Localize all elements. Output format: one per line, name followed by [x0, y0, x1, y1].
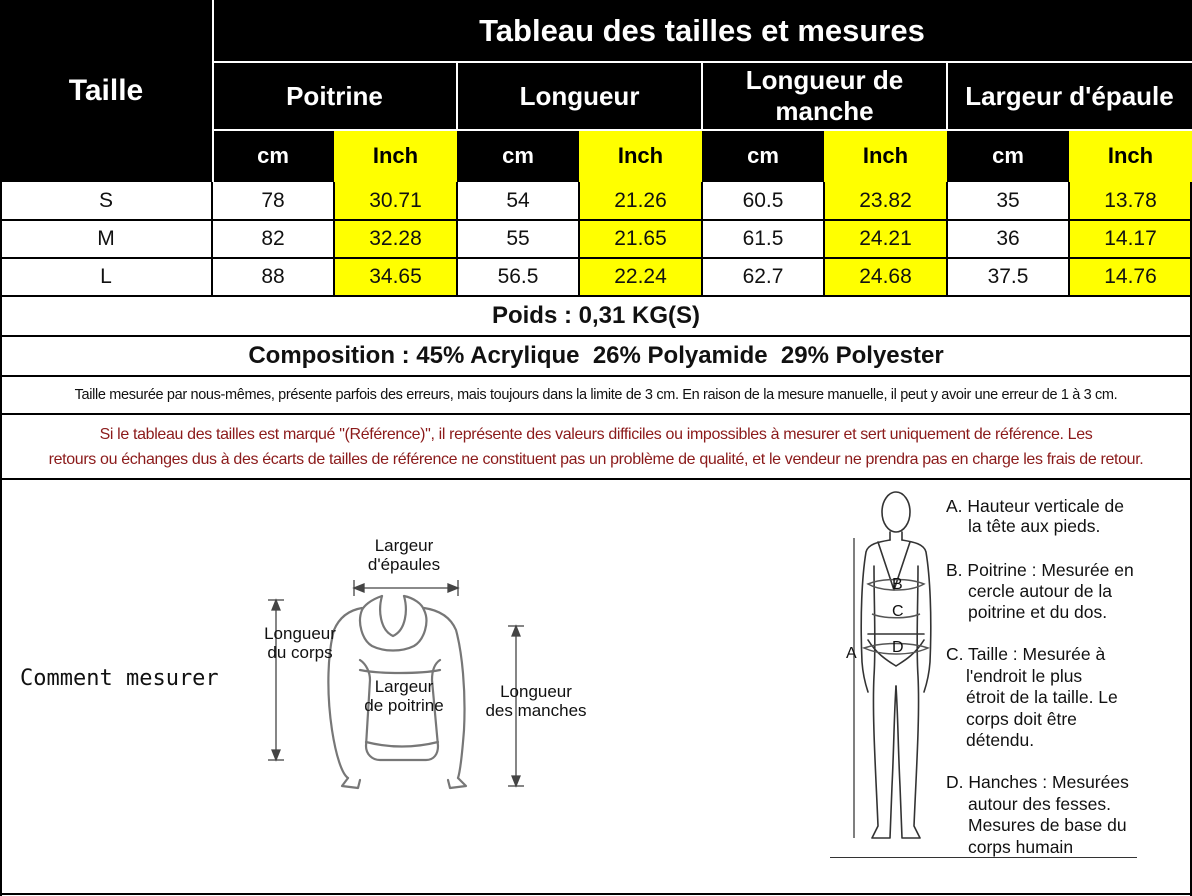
unit-cm-sleeve: cm [747, 143, 779, 168]
figure-letter-c: C [892, 603, 904, 620]
figure-letter-d: D [892, 639, 904, 656]
label-sleeve-length [474, 682, 598, 720]
grid-line [0, 182, 2, 296]
unit-cm-chest: cm [257, 143, 289, 168]
grid-line [946, 182, 948, 296]
legend-c-line3: étroit de la taille. Le [966, 687, 1118, 707]
table-cell: 21.26 [614, 189, 667, 212]
measure-legend-a [946, 496, 1124, 536]
table-cell-size: S [98, 189, 113, 212]
legend-d-line3: Mesures de base du [968, 815, 1127, 835]
legend-d-line2: autour des fesses. [968, 793, 1111, 814]
table-cell-size: M [97, 227, 115, 250]
table-cell: 88 [261, 265, 285, 288]
figure-letter-a: A [846, 645, 857, 662]
size-header: Taille [0, 0, 212, 182]
legend-b-line2: cercle autour de la [968, 581, 1112, 601]
header-divider [946, 62, 948, 130]
unit-inch-chest: Inch [334, 130, 457, 182]
column-shoulder: Largeur d'épaule [947, 62, 1192, 130]
label-chest-width [350, 677, 458, 715]
grid-line [0, 257, 1192, 259]
table-cell: 23.82 [859, 189, 912, 212]
legend-c-line4: corps doit être [966, 708, 1077, 729]
table-cell: 56.5 [497, 265, 539, 288]
label-body-line1: Longueur [264, 624, 336, 643]
grid-line [211, 182, 213, 296]
label-chest-line2: de poitrine [364, 696, 444, 715]
table-cell: 34.65 [369, 265, 422, 288]
table-cell: 22.24 [614, 265, 667, 288]
table-cell: 35 [996, 189, 1020, 212]
grid-line [333, 182, 335, 296]
reference-warning-line2: retours ou échanges dus à des écarts de tailles de référence ne constituent pas un problème de qualité, et le vendeur ne prendra pas en charge les frais de retour. [48, 451, 1144, 468]
table-cell: 36 [996, 227, 1020, 250]
grid-line [578, 182, 580, 296]
label-shoulder-line2: d'épaules [367, 555, 441, 574]
table-cell: 14.17 [1104, 227, 1157, 250]
column-sleeve-line1: Longueur de [745, 65, 904, 95]
measurement-note: Taille mesurée par nous-mêmes, présente parfois des erreurs, mais toujours dans la limite de 3 cm. En raison de la mesure manuelle, il peut y avoir une erreur de 1 à 3 cm. [74, 387, 1118, 403]
grid-line [0, 413, 1192, 415]
legend-a-line2: la tête aux pieds. [968, 516, 1101, 536]
reference-warning-line1: Si le tableau des tailles est marqué "(Référence)", il représente des valeurs difficiles ou impossibles à mesurer et sert uniquement de référence. Les [99, 426, 1093, 443]
label-sleeve-line1: Longueur [500, 682, 572, 701]
label-body-line2: du corps [267, 643, 333, 662]
label-sleeve-line2: des manches [485, 701, 587, 720]
measure-legend-d [946, 772, 1129, 858]
measure-legend-b [946, 560, 1134, 623]
figure-letter-b: B [892, 576, 903, 593]
table-cell: 32.28 [369, 227, 422, 250]
table-cell: 21.65 [614, 227, 667, 250]
grid-line [0, 478, 1192, 480]
table-cell: 61.5 [742, 227, 784, 250]
label-shoulder-width [340, 536, 468, 574]
unit-inch-sleeve: Inch [824, 130, 947, 182]
unit-cm-shoulder: cm [992, 143, 1024, 168]
table-cell: 37.5 [987, 265, 1029, 288]
grid-line [456, 182, 458, 296]
reference-warning [4, 416, 1188, 478]
table-cell: 55 [506, 227, 530, 250]
table-cell: 60.5 [742, 189, 784, 212]
column-length: Longueur [457, 62, 702, 130]
measure-legend-c [946, 644, 1118, 752]
legend-c-line5: détendu. [966, 730, 1035, 750]
grid-line [0, 219, 1192, 221]
table-cell: 54 [506, 189, 530, 212]
unit-cm-length: cm [502, 143, 534, 168]
how-to-measure-title: Comment mesurer [20, 666, 219, 691]
header-divider [701, 62, 703, 130]
legend-c-line2: l'endroit le plus [966, 665, 1083, 686]
label-body-length [252, 624, 348, 662]
weight-row: Poids : 0,31 KG(S) [491, 302, 701, 329]
body-figure-illustration [838, 486, 938, 848]
legend-b-line3: poitrine et du dos. [968, 602, 1108, 622]
table-cell: 62.7 [742, 265, 784, 288]
table-cell: 30.71 [369, 189, 422, 212]
legend-d-line4: corps humain [968, 836, 1074, 857]
column-sleeve [702, 62, 947, 130]
legend-underline [830, 857, 1137, 858]
legend-d-line1: D. Hanches : Mesurées [946, 772, 1129, 792]
table-cell: 78 [261, 189, 285, 212]
grid-line [823, 182, 825, 296]
grid-line [701, 182, 703, 296]
table-cell: 14.76 [1104, 265, 1157, 288]
unit-inch-shoulder: Inch [1069, 130, 1192, 182]
grid-line [0, 893, 1192, 895]
grid-line [0, 296, 2, 896]
column-sleeve-line2: manche [775, 96, 874, 126]
table-cell-size: L [100, 265, 112, 288]
legend-b-line1: B. Poitrine : Mesurée en [946, 560, 1134, 580]
column-chest: Poitrine [212, 62, 457, 130]
table-cell: 82 [261, 227, 285, 250]
table-title: Tableau des tailles et mesures [212, 0, 1192, 62]
table-cell: 24.68 [859, 265, 912, 288]
unit-inch-length: Inch [579, 130, 702, 182]
label-shoulder-line1: Largeur [374, 536, 434, 555]
header-divider [212, 0, 214, 182]
composition-row: Composition : 45% Acrylique 26% Polyamide 29% Polyester [248, 342, 944, 369]
label-chest-line1: Largeur [374, 677, 434, 696]
header-divider [456, 62, 458, 130]
table-cell: 24.21 [859, 227, 912, 250]
legend-a-line1: A. Hauteur verticale de [946, 496, 1125, 516]
table-cell: 13.78 [1104, 189, 1157, 212]
grid-line [1068, 182, 1070, 296]
legend-c-line1: C. Taille : Mesurée à [946, 644, 1106, 664]
